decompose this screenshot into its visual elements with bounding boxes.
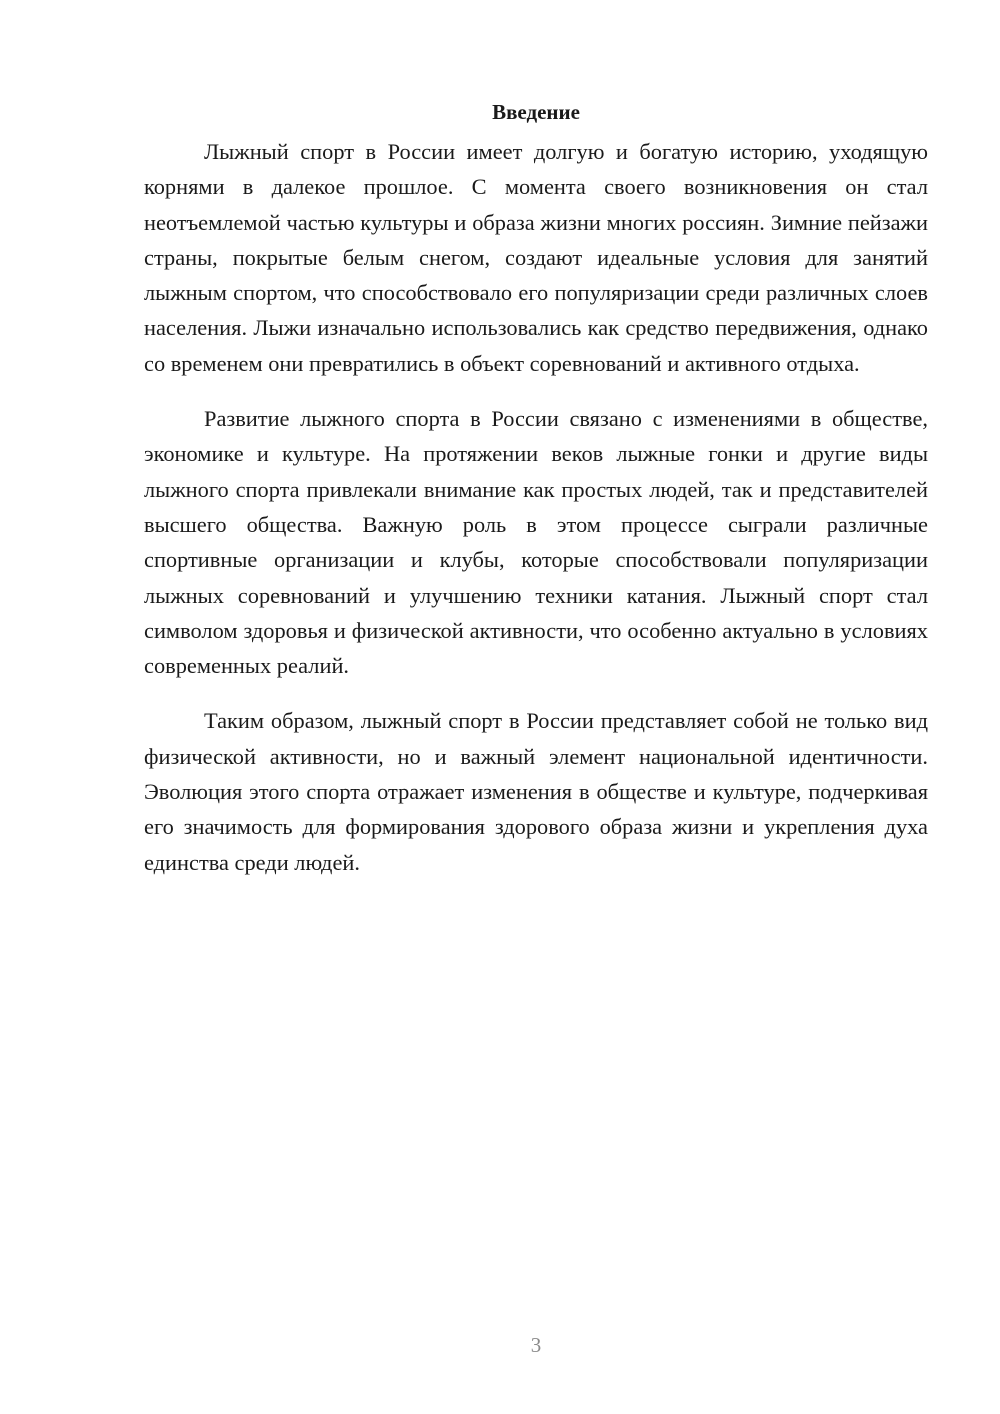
page-number: 3 — [530, 1333, 542, 1357]
document-body — [144, 94, 928, 900]
section-heading: Введение — [492, 100, 580, 124]
paragraph-intro: Лыжный спорт в России имеет долгую и богатую историю, уходящую корнями в далекое прошлое. С момента своего возникновения он стал неотъемлемой частью культуры и образа жизни многих россиян. Зимние пейзажи страны, покрытые белым снегом, создают идеальные условия для занятий лыжным спортом, что способствовало его популяризации среди различных слоев населения. Лыжи изначально использовались как средство передвижения, однако со временем они превратились в объект соревнований и активного отдыха. — [144, 139, 928, 376]
paragraph-conclusion: Таким образом, лыжный спорт в России представляет собой не только вид физической активности, но и важный элемент национальной идентичности. Эволюция этого спорта отражает изменения в обществе и культуре, подчеркивая его значимость для формирования здорового образа жизни и укрепления духа единства среди людей. — [144, 708, 928, 875]
paragraph-development: Развитие лыжного спорта в России связано с изменениями в обществе, экономике и культуре. На протяжении веков лыжные гонки и другие виды лыжного спорта привлекали внимание как простых людей, так и представителей высшего общества. Важную роль в этом процессе сыграли различные спортивные организации и клубы, которые способствовали популяризации лыжных соревнований и улучшению техники катания. Лыжный спорт стал символом здоровья и физической активности, что особенно актуально в условиях современных реалий. — [144, 406, 928, 679]
